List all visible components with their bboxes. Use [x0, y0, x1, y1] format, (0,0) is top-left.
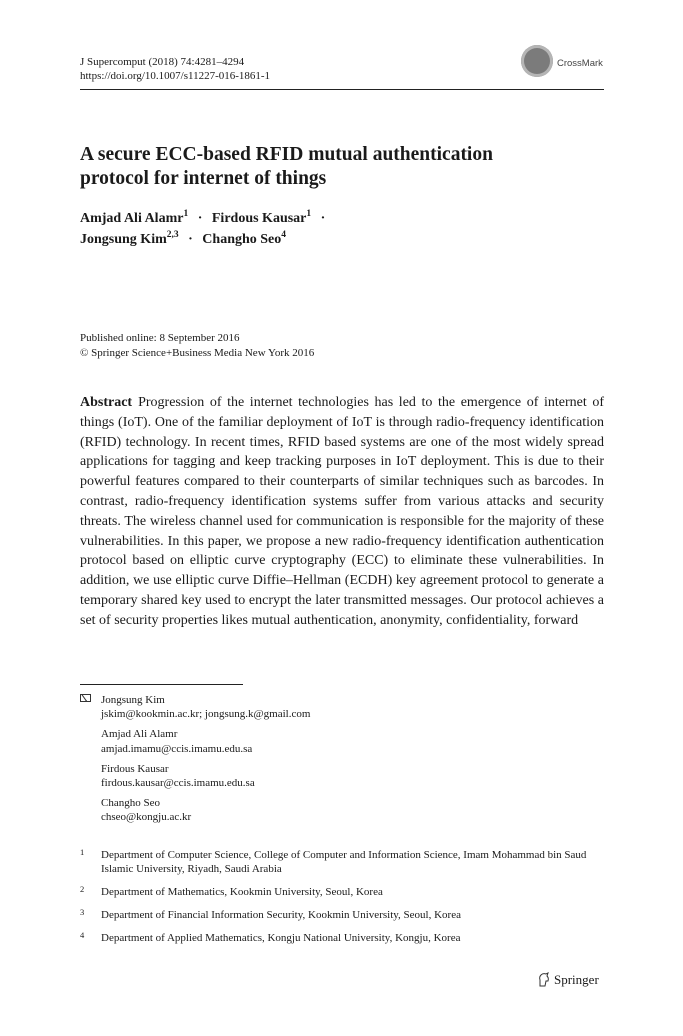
contact-entry: [80, 693, 600, 722]
envelope-icon: [80, 694, 91, 702]
author-affil-sup: 1: [183, 209, 189, 219]
author-affil-sup: 2,3: [166, 230, 179, 240]
footnote-rule: [80, 684, 243, 685]
contact-name: Changho Seo: [101, 797, 160, 810]
author-name: Firdous Kausar: [211, 211, 307, 226]
contact-name: Jongsung Kim: [101, 694, 165, 706]
affiliation-item: [80, 931, 604, 945]
doi-link[interactable]: https://doi.org/10.1007/s11227-016-1861-1: [80, 70, 271, 82]
abstract-text: Progression of the internet technologies has led to the emergence of internet of things (IoT). One of the familiar deployment of IoT is through radio-frequency identification (RFID) technology. In recent times, RFID based systems are one of the most widely spread applications for tagging and keep tracking purposes in IoT deployment. This is due to their powerful features compared to their counterparts of similar techniques such as barcodes. In contrast, radio-frequency identification systems suffer from various attacks and security threats. The wireless channel used for communication is responsible for the majority of these vulnerabilities. In this paper, we propose a new radio-frequency identification authentication protocol based on elliptic curve cryptography (ECC) to eliminate these vulnerabilities. In addition, we use elliptic curve Diffie–Hellman (ECDH) key agreement protocol to generate a temporary shared key used to encrypt the later transmitted messages. Our protocol achieves a set of security properties likes mutual authentication, anonymity, confidentiality, forward: [80, 395, 604, 628]
author-list: [80, 208, 600, 250]
crossmark-label: CrossMark: [557, 58, 603, 69]
crossmark-badge[interactable]: [521, 45, 611, 79]
crossmark-icon: [521, 45, 553, 77]
copyright-line: © Springer Science+Business Media New York 2016: [80, 346, 315, 359]
contact-name: Amjad Ali Alamr: [101, 728, 178, 741]
author-line-1: [80, 208, 600, 229]
affiliation-item: [80, 908, 604, 922]
author-name: Jongsung Kim: [80, 232, 167, 247]
springer-horse-icon: [537, 972, 551, 987]
author-affil-sup: 4: [281, 230, 287, 240]
affiliation-text: Department of Mathematics, Kookmin University, Seoul, Korea: [101, 886, 383, 899]
author-separator: ·: [188, 232, 193, 247]
affiliation-text: Department of Applied Mathematics, Kongju National University, Kongju, Korea: [101, 931, 461, 944]
author-separator: ·: [320, 211, 326, 226]
contact-entry: [80, 762, 600, 791]
author-line-2: [80, 229, 600, 250]
author-separator: ·: [197, 211, 203, 226]
title-line-2: protocol for internet of things: [80, 168, 327, 189]
abstract: [80, 393, 604, 631]
contact-entry: [80, 727, 600, 756]
contact-email[interactable]: jskim@kookmin.ac.kr; jongsung.k@gmail.com: [101, 708, 311, 721]
affiliation-text: Department of Computer Science, College of Computer and Information Science, Imam Mohammad bin Saud Islamic University, Riyadh, Saudi Arabia: [101, 849, 587, 876]
affiliation-number: 3: [80, 907, 85, 918]
author-name: Amjad Ali Alamr: [80, 211, 184, 226]
affiliation-number: 1: [80, 847, 85, 857]
paper-title: [80, 143, 600, 191]
contact-email[interactable]: amjad.imamu@ccis.imamu.edu.sa: [101, 742, 253, 755]
author-affil-sup: 1: [306, 209, 312, 219]
affiliation-number: 4: [80, 929, 85, 940]
contact-email[interactable]: firdous.kausar@ccis.imamu.edu.sa: [101, 777, 255, 790]
journal-citation: J Supercomput (2018) 74:4281–4294: [80, 56, 245, 68]
title-line-1: A secure ECC-based RFID mutual authentication: [80, 144, 493, 165]
publication-info: [80, 331, 314, 360]
abstract-label: Abstract: [80, 395, 133, 410]
contact-list: [80, 693, 600, 831]
affiliation-item: [80, 885, 604, 899]
contact-name: Firdous Kausar: [101, 762, 169, 775]
publisher-name: Springer: [554, 972, 599, 987]
affiliation-text: Department of Financial Information Security, Kookmin University, Seoul, Korea: [101, 909, 461, 922]
contact-email[interactable]: chseo@kongju.ac.kr: [101, 811, 192, 824]
affiliation-item: [80, 848, 604, 877]
affiliation-number: 2: [80, 884, 85, 895]
header-rule: [80, 89, 604, 90]
author-name: Changho Seo: [202, 232, 282, 247]
affiliation-list: [80, 848, 604, 954]
springer-logo: [537, 971, 617, 989]
contact-entry: [80, 796, 600, 825]
published-date: Published online: 8 September 2016: [80, 332, 240, 344]
